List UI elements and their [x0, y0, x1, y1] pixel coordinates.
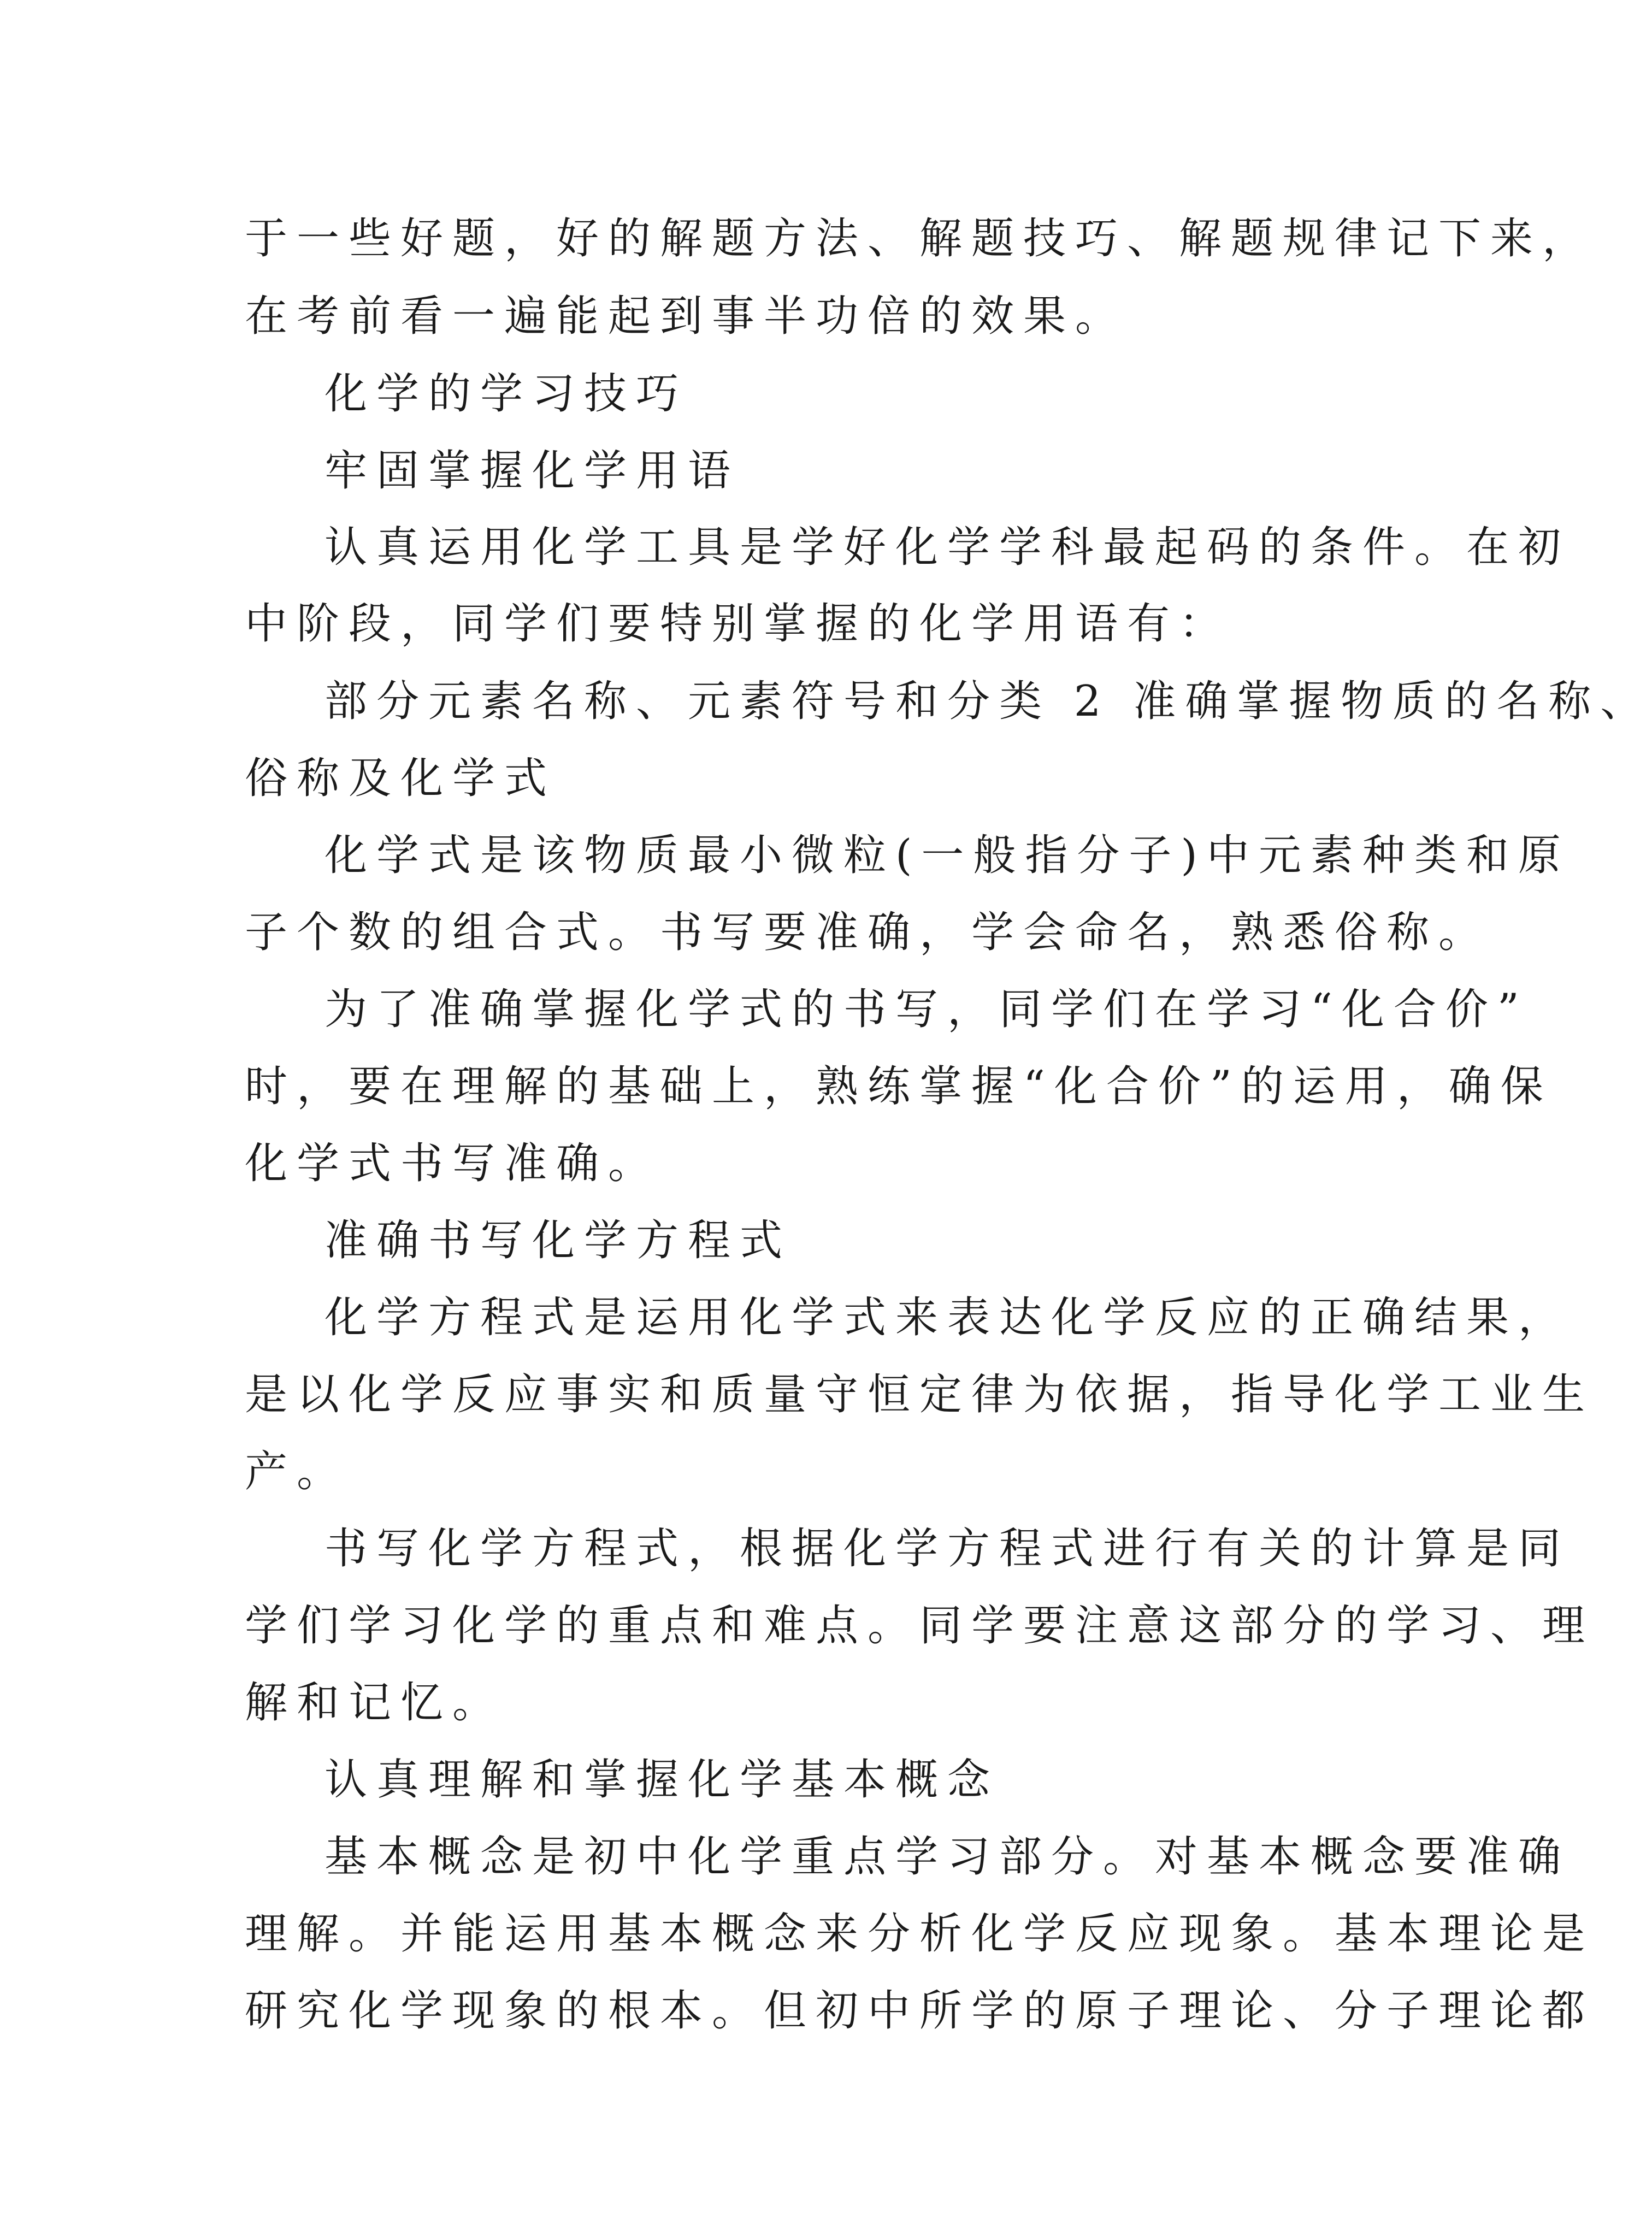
text-line: 书写化学方程式，根据化学方程式进行有关的计算是同 [324, 1524, 1571, 1573]
text-line: 于一些好题，好的解题方法、解题技巧、解题规律记下来， [245, 214, 1595, 263]
section-heading: 牢固掌握化学用语 [324, 446, 740, 495]
text-line: 化学式书写准确。 [245, 1139, 660, 1188]
text-line: 研究化学现象的根本。但初中所学的原子理论、分子理论都 [245, 1986, 1595, 2036]
text-line: 理解。并能运用基本概念来分析化学反应现象。基本理论是 [245, 1909, 1595, 1958]
text-line: 子个数的组合式。书写要准确，学会命名，熟悉俗称。 [245, 908, 1491, 957]
section-heading: 认真理解和掌握化学基本概念 [324, 1755, 1000, 1804]
text-line: 时，要在理解的基础上，熟练掌握“化合价”的运用，确保 [245, 1062, 1553, 1111]
text-line: 在考前看一遍能起到事半功倍的效果。 [245, 292, 1128, 341]
text-line: 学们学习化学的重点和难点。同学要注意这部分的学习、理 [245, 1601, 1595, 1650]
text-line: 部分元素名称、元素符号和分类 2 准确掌握物质的名称、 [324, 677, 1652, 726]
text-line: 化学式是该物质最小微粒(一般指分子)中元素种类和原 [324, 831, 1570, 880]
text-line: 为了准确掌握化学式的书写，同学们在学习“化合价” [324, 985, 1529, 1034]
section-heading: 准确书写化学方程式 [324, 1216, 792, 1265]
text-line: 产。 [245, 1447, 349, 1496]
text-line: 认真运用化学工具是学好化学学科最起码的条件。在初 [324, 523, 1571, 572]
text-line: 中阶段，同学们要特别掌握的化学用语有： [245, 599, 1231, 648]
text-line: 基本概念是初中化学重点学习部分。对基本概念要准确 [324, 1832, 1571, 1881]
text-line: 解和记忆。 [245, 1678, 505, 1727]
text-line: 俗称及化学式 [245, 754, 557, 803]
text-line: 化学方程式是运用化学式来表达化学反应的正确结果， [324, 1293, 1571, 1342]
text-line: 是以化学反应事实和质量守恒定律为依据，指导化学工业生 [245, 1370, 1595, 1419]
section-heading: 化学的学习技巧 [324, 369, 688, 418]
